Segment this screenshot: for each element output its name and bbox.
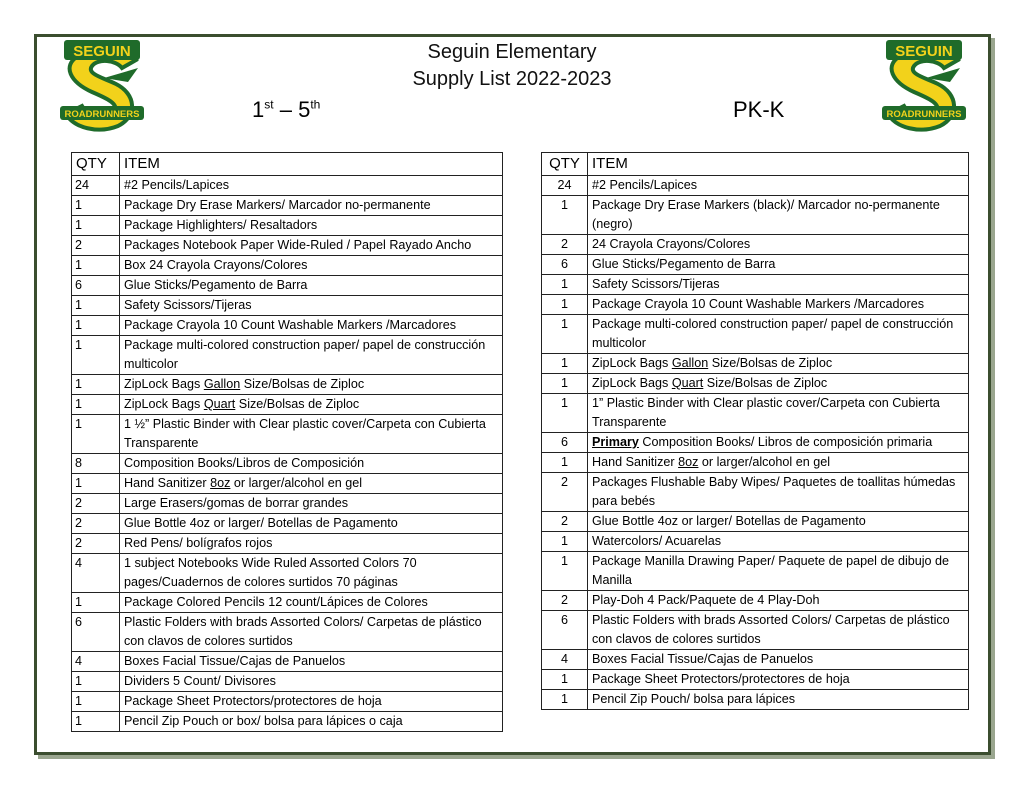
supply-table-1st-5th	[71, 152, 503, 732]
item-cell: Plastic Folders with brads Assorted Colors/ Carpetas de plástico con clavos de colores surtidos	[588, 611, 969, 650]
item-cell: Box 24 Crayola Crayons/Colores	[120, 256, 503, 276]
qty-cell: 4	[72, 652, 120, 672]
qty-cell: 1	[72, 415, 120, 454]
table-row	[542, 650, 969, 670]
qty-cell: 2	[542, 235, 588, 255]
table-row	[72, 316, 503, 336]
table-row	[72, 474, 503, 494]
item-cell: Package Sheet Protectors/protectores de hoja	[120, 692, 503, 712]
table-row	[542, 690, 969, 710]
item-column-header: ITEM	[588, 153, 969, 176]
item-cell: Hand Sanitizer 8oz or larger/alcohol en gel	[588, 453, 969, 473]
table-row	[542, 552, 969, 591]
grade-range-right: PK-K	[733, 97, 785, 122]
logo-bottom-text: ROADRUNNERS	[64, 109, 140, 120]
table-row	[542, 394, 969, 433]
table-row	[72, 534, 503, 554]
table-row	[72, 296, 503, 316]
item-cell: 24 Crayola Crayons/Colores	[588, 235, 969, 255]
qty-cell: 1	[542, 374, 588, 394]
logo-top-text: SEGUIN	[73, 43, 131, 60]
table-row	[542, 453, 969, 473]
qty-column-header: QTY	[72, 153, 120, 176]
item-cell: Package Crayola 10 Count Washable Markers /Marcadores	[588, 295, 969, 315]
table-row	[72, 395, 503, 415]
item-cell: Package Dry Erase Markers/ Marcador no-permanente	[120, 196, 503, 216]
table-row	[542, 176, 969, 196]
table-row	[542, 295, 969, 315]
item-cell: 1” Plastic Binder with Clear plastic cover/Carpeta con Cubierta Transparente	[588, 394, 969, 433]
qty-cell: 1	[542, 275, 588, 295]
item-cell: Dividers 5 Count/ Divisores	[120, 672, 503, 692]
qty-cell: 6	[542, 611, 588, 650]
qty-cell: 24	[542, 176, 588, 196]
item-cell: Glue Sticks/Pegamento de Barra	[588, 255, 969, 275]
item-cell: Boxes Facial Tissue/Cajas de Panuelos	[120, 652, 503, 672]
table-row	[72, 216, 503, 236]
item-cell: ZipLock Bags Gallon Size/Bolsas de Ziploc	[120, 375, 503, 395]
qty-cell: 4	[542, 650, 588, 670]
qty-cell: 1	[542, 354, 588, 374]
qty-cell: 1	[72, 593, 120, 613]
table-row	[542, 374, 969, 394]
item-cell: Package Sheet Protectors/protectores de hoja	[588, 670, 969, 690]
table-row	[542, 532, 969, 552]
item-cell: Watercolors/ Acuarelas	[588, 532, 969, 552]
item-column-header: ITEM	[120, 153, 503, 176]
item-cell: ZipLock Bags Quart Size/Bolsas de Ziploc	[588, 374, 969, 394]
table-row	[72, 613, 503, 652]
qty-cell: 1	[72, 395, 120, 415]
table-row	[72, 276, 503, 296]
table-row	[72, 454, 503, 474]
qty-cell: 8	[72, 454, 120, 474]
item-cell: Package multi-colored construction paper/ papel de construcción multicolor	[588, 315, 969, 354]
qty-cell: 2	[72, 494, 120, 514]
qty-cell: 1	[72, 256, 120, 276]
item-cell: Package Dry Erase Markers (black)/ Marcador no-permanente (negro)	[588, 196, 969, 235]
qty-cell: 1	[72, 474, 120, 494]
table-row	[542, 591, 969, 611]
item-cell: Plastic Folders with brads Assorted Colors/ Carpetas de plástico con clavos de colores surtidos	[120, 613, 503, 652]
table-row	[72, 236, 503, 256]
item-cell: Package multi-colored construction paper/ papel de construcción multicolor	[120, 336, 503, 375]
qty-cell: 1	[72, 216, 120, 236]
item-cell: Package Crayola 10 Count Washable Markers /Marcadores	[120, 316, 503, 336]
item-cell: #2 Pencils/Lapices	[120, 176, 503, 196]
qty-column-header: QTY	[542, 153, 588, 176]
table-row	[72, 494, 503, 514]
qty-cell: 1	[72, 672, 120, 692]
table-row	[72, 514, 503, 534]
qty-cell: 2	[72, 514, 120, 534]
qty-cell: 1	[542, 196, 588, 235]
qty-cell: 1	[72, 336, 120, 375]
item-cell: Package Highlighters/ Resaltadors	[120, 216, 503, 236]
item-cell: Composition Books/Libros de Composición	[120, 454, 503, 474]
item-cell: Packages Flushable Baby Wipes/ Paquetes de toallitas húmedas para bebés	[588, 473, 969, 512]
table-row	[542, 354, 969, 374]
qty-cell: 1	[542, 670, 588, 690]
qty-cell: 1	[542, 295, 588, 315]
qty-cell: 1	[542, 532, 588, 552]
qty-cell: 2	[72, 236, 120, 256]
table-row	[72, 593, 503, 613]
table-row	[72, 375, 503, 395]
qty-cell: 2	[542, 473, 588, 512]
item-cell: Glue Bottle 4oz or larger/ Botellas de Pagamento	[588, 512, 969, 532]
qty-cell: 1	[542, 315, 588, 354]
item-cell: Package Manilla Drawing Paper/ Paquete de papel de dibujo de Manilla	[588, 552, 969, 591]
item-cell: #2 Pencils/Lapices	[588, 176, 969, 196]
table-header-row	[72, 153, 503, 176]
table-row	[542, 512, 969, 532]
table-row	[72, 176, 503, 196]
qty-cell: 6	[72, 276, 120, 296]
table-row	[72, 336, 503, 375]
item-cell: 1 subject Notebooks Wide Ruled Assorted Colors 70 pages/Cuadernos de colores surtidos 70 páginas	[120, 554, 503, 593]
item-cell: ZipLock Bags Gallon Size/Bolsas de Ziploc	[588, 354, 969, 374]
item-cell: ZipLock Bags Quart Size/Bolsas de Ziploc	[120, 395, 503, 415]
item-cell: Glue Sticks/Pegamento de Barra	[120, 276, 503, 296]
item-cell: 1 ½” Plastic Binder with Clear plastic cover/Carpeta con Cubierta Transparente	[120, 415, 503, 454]
table-row	[542, 235, 969, 255]
item-cell: Boxes Facial Tissue/Cajas de Panuelos	[588, 650, 969, 670]
item-cell: Primary Composition Books/ Libros de composición primaria	[588, 433, 969, 453]
table-row	[542, 670, 969, 690]
table-row	[72, 712, 503, 732]
qty-cell: 2	[542, 591, 588, 611]
qty-cell: 24	[72, 176, 120, 196]
qty-cell: 1	[72, 712, 120, 732]
item-cell: Package Colored Pencils 12 count/Lápices de Colores	[120, 593, 503, 613]
item-cell: Safety Scissors/Tijeras	[588, 275, 969, 295]
supply-table-pk-k	[541, 152, 969, 710]
supply-list-title: Supply List 2022-2023	[412, 68, 612, 90]
table-row	[72, 652, 503, 672]
logo-top-text: SEGUIN	[895, 43, 953, 60]
qty-cell: 6	[72, 613, 120, 652]
table-row	[72, 196, 503, 216]
qty-cell: 1	[542, 552, 588, 591]
table-row	[72, 415, 503, 454]
table-row	[542, 255, 969, 275]
grade-range-left: 1st – 5th	[252, 97, 321, 122]
item-cell: Large Erasers/gomas de borrar grandes	[120, 494, 503, 514]
table-row	[542, 473, 969, 512]
table-row	[72, 554, 503, 593]
table-row	[72, 672, 503, 692]
table-row	[542, 315, 969, 354]
qty-cell: 1	[72, 196, 120, 216]
table-row	[72, 256, 503, 276]
item-cell: Pencil Zip Pouch or box/ bolsa para lápices o caja	[120, 712, 503, 732]
qty-cell: 1	[72, 316, 120, 336]
table-header-row	[542, 153, 969, 176]
item-cell: Play-Doh 4 Pack/Paquete de 4 Play-Doh	[588, 591, 969, 611]
school-name: Seguin Elementary	[427, 41, 597, 63]
qty-cell: 2	[542, 512, 588, 532]
qty-cell: 2	[72, 534, 120, 554]
qty-cell: 4	[72, 554, 120, 593]
item-cell: Safety Scissors/Tijeras	[120, 296, 503, 316]
qty-cell: 6	[542, 433, 588, 453]
qty-cell: 6	[542, 255, 588, 275]
qty-cell: 1	[72, 296, 120, 316]
logo-bottom-text: ROADRUNNERS	[886, 109, 962, 120]
item-cell: Pencil Zip Pouch/ bolsa para lápices	[588, 690, 969, 710]
table-row	[542, 196, 969, 235]
item-cell: Packages Notebook Paper Wide-Ruled / Papel Rayado Ancho	[120, 236, 503, 256]
item-cell: Glue Bottle 4oz or larger/ Botellas de Pagamento	[120, 514, 503, 534]
qty-cell: 1	[72, 375, 120, 395]
table-row	[72, 692, 503, 712]
table-row	[542, 433, 969, 453]
table-row	[542, 611, 969, 650]
qty-cell: 1	[542, 453, 588, 473]
qty-cell: 1	[72, 692, 120, 712]
qty-cell: 1	[542, 394, 588, 433]
item-cell: Red Pens/ bolígrafos rojos	[120, 534, 503, 554]
qty-cell: 1	[542, 690, 588, 710]
item-cell: Hand Sanitizer 8oz or larger/alcohol en gel	[120, 474, 503, 494]
table-row	[542, 275, 969, 295]
